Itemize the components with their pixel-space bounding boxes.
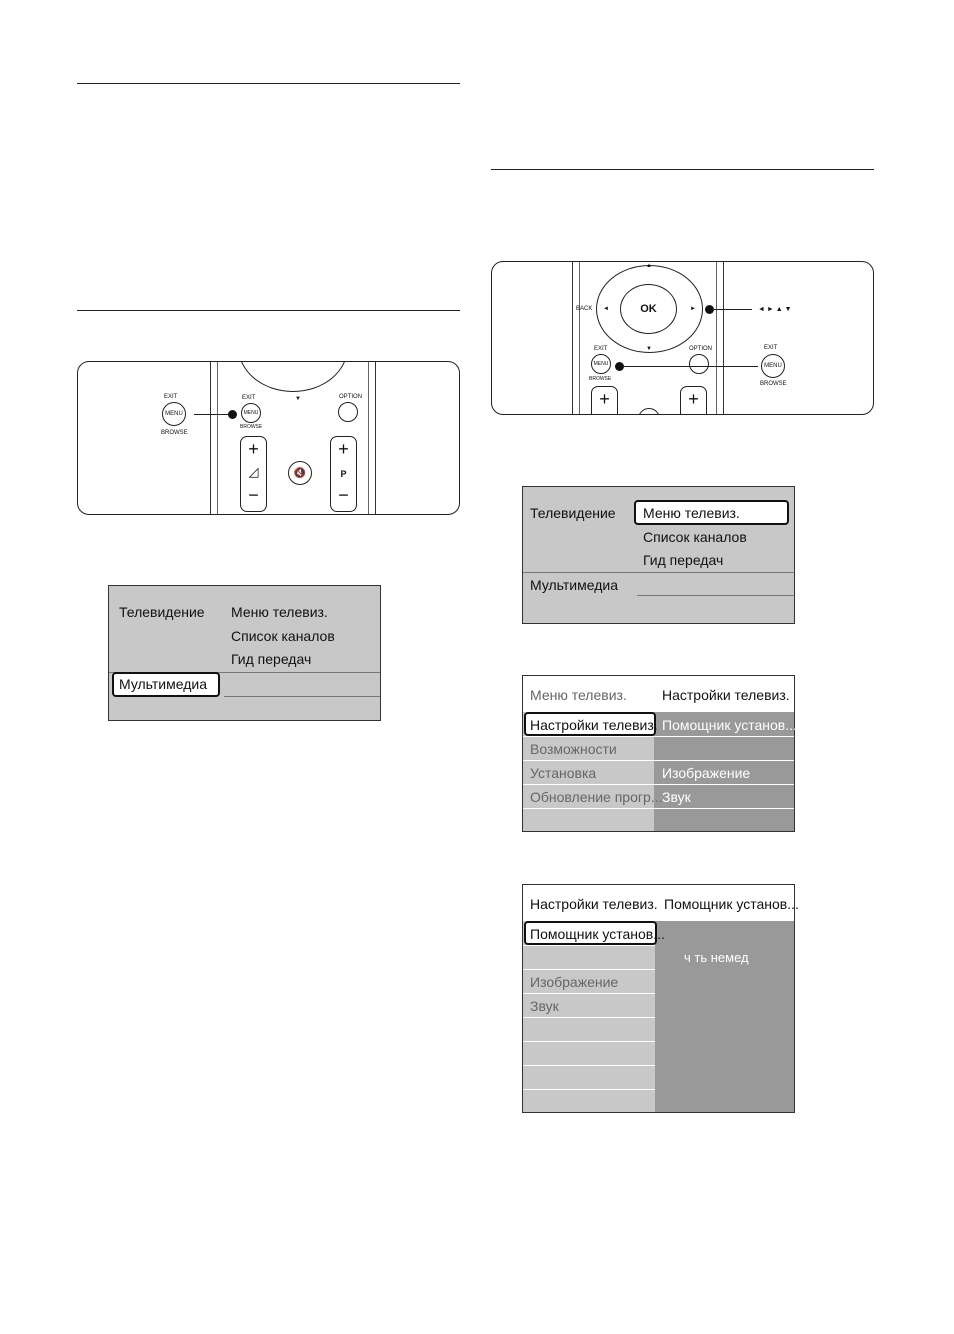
menu3-sub-4[interactable]: Звук <box>662 789 691 805</box>
header-right: Настройки телевиз. <box>662 687 790 703</box>
callout-line <box>194 414 232 415</box>
exit-label: EXIT <box>764 345 778 351</box>
menu3-item-4[interactable]: Обновление прогр... <box>530 789 663 805</box>
channel-minus-icon: − <box>338 485 349 505</box>
menu4-item-1[interactable]: Помощник установ... <box>530 926 665 942</box>
menu-divider <box>637 595 794 596</box>
browse-label-small: BROWSE <box>240 424 263 430</box>
up-arrow-icon: ▲ <box>646 263 652 269</box>
back-label: BACK <box>576 306 593 312</box>
menu3-item-2[interactable]: Возможности <box>530 741 617 757</box>
header-left: Меню телевиз. <box>530 687 627 703</box>
left-arrow-icon: ◄ <box>603 306 609 312</box>
menu4-item-3[interactable]: Изображение <box>530 974 619 990</box>
tv-menu-1 <box>108 585 381 721</box>
submenu-item-program-guide[interactable]: Гид передач <box>231 651 312 667</box>
menu-button-callout: MENU <box>162 402 186 426</box>
header-left: Настройки телевиз. <box>530 896 658 912</box>
mute-button[interactable] <box>288 461 312 485</box>
remote-illustration-1 <box>77 361 460 515</box>
menu-callout-line <box>622 366 758 367</box>
submenu-item-channel-list[interactable]: Список каналов <box>643 529 747 545</box>
submenu-item-program-guide[interactable]: Гид передач <box>643 552 724 568</box>
channel-plus-icon: + <box>338 439 349 459</box>
menu4-item-4[interactable]: Звук <box>530 998 559 1014</box>
menu4-right-text: ч ть немед <box>684 950 749 965</box>
down-arrow-icon: ▼ <box>646 346 652 352</box>
channel-p-label: P <box>340 469 347 479</box>
exit-label-small: EXIT <box>594 346 608 352</box>
browse-label: BROWSE <box>161 430 188 436</box>
submenu-item-tv-menu[interactable]: Меню телевиз. <box>231 604 328 620</box>
tv-menu-2 <box>522 486 795 624</box>
channel-plus-icon: + <box>688 389 699 409</box>
section-rule-1 <box>77 83 460 84</box>
option-button[interactable] <box>338 402 358 422</box>
section-rule-3 <box>491 169 874 170</box>
exit-label: EXIT <box>164 394 178 400</box>
browse-label-small: BROWSE <box>589 376 612 382</box>
option-label: OPTION <box>339 394 363 400</box>
menu-button[interactable]: MENU <box>241 403 261 423</box>
channel-rocker[interactable] <box>680 386 707 415</box>
menu-item-multimedia[interactable]: Мультимедиа <box>119 676 207 692</box>
menu3-item-3[interactable]: Установка <box>530 765 597 781</box>
volume-plus-icon: + <box>248 439 259 459</box>
menu-divider <box>224 696 380 697</box>
channel-rocker[interactable] <box>330 436 357 512</box>
nav-arrows-label: ◄ ► ▲ ▼ <box>758 306 792 313</box>
section-rule-2 <box>77 310 460 311</box>
ok-button[interactable]: OK <box>620 284 677 334</box>
volume-rocker[interactable] <box>591 386 618 415</box>
nav-callout-line <box>712 309 752 310</box>
remote-illustration-2 <box>491 261 874 415</box>
mute-icon: 🔇 <box>293 467 307 479</box>
menu-divider <box>523 572 794 573</box>
menu3-sub-3[interactable]: Изображение <box>662 765 751 781</box>
tv-menu-4 <box>522 884 799 1113</box>
option-label: OPTION <box>689 346 713 352</box>
tv-menu-3 <box>522 675 795 832</box>
submenu-item-channel-list[interactable]: Список каналов <box>231 628 335 644</box>
header-right: Помощник установ... <box>664 896 799 912</box>
right-arrow-icon: ► <box>690 306 696 312</box>
menu-item-television[interactable]: Телевидение <box>119 604 205 620</box>
volume-rocker[interactable] <box>240 436 267 512</box>
callout-dot <box>228 410 237 419</box>
exit-label-small: EXIT <box>242 395 256 401</box>
option-button[interactable] <box>689 354 709 374</box>
volume-icon: ◿ <box>248 464 259 479</box>
menu3-item-1[interactable]: Настройки телевиз. <box>530 717 658 733</box>
menu-button[interactable]: MENU <box>591 354 611 374</box>
volume-plus-icon: + <box>599 389 610 409</box>
menu3-sub-1[interactable]: Помощник установ... <box>662 717 797 733</box>
menu-item-television[interactable]: Телевидение <box>530 505 616 521</box>
browse-label: BROWSE <box>760 381 787 387</box>
volume-minus-icon: − <box>248 485 259 505</box>
menu-item-multimedia[interactable]: Мультимедиа <box>530 577 618 593</box>
down-arrow-icon: ▼ <box>295 396 301 402</box>
menu-button-callout: MENU <box>761 354 785 378</box>
submenu-item-tv-menu[interactable]: Меню телевиз. <box>643 505 740 521</box>
